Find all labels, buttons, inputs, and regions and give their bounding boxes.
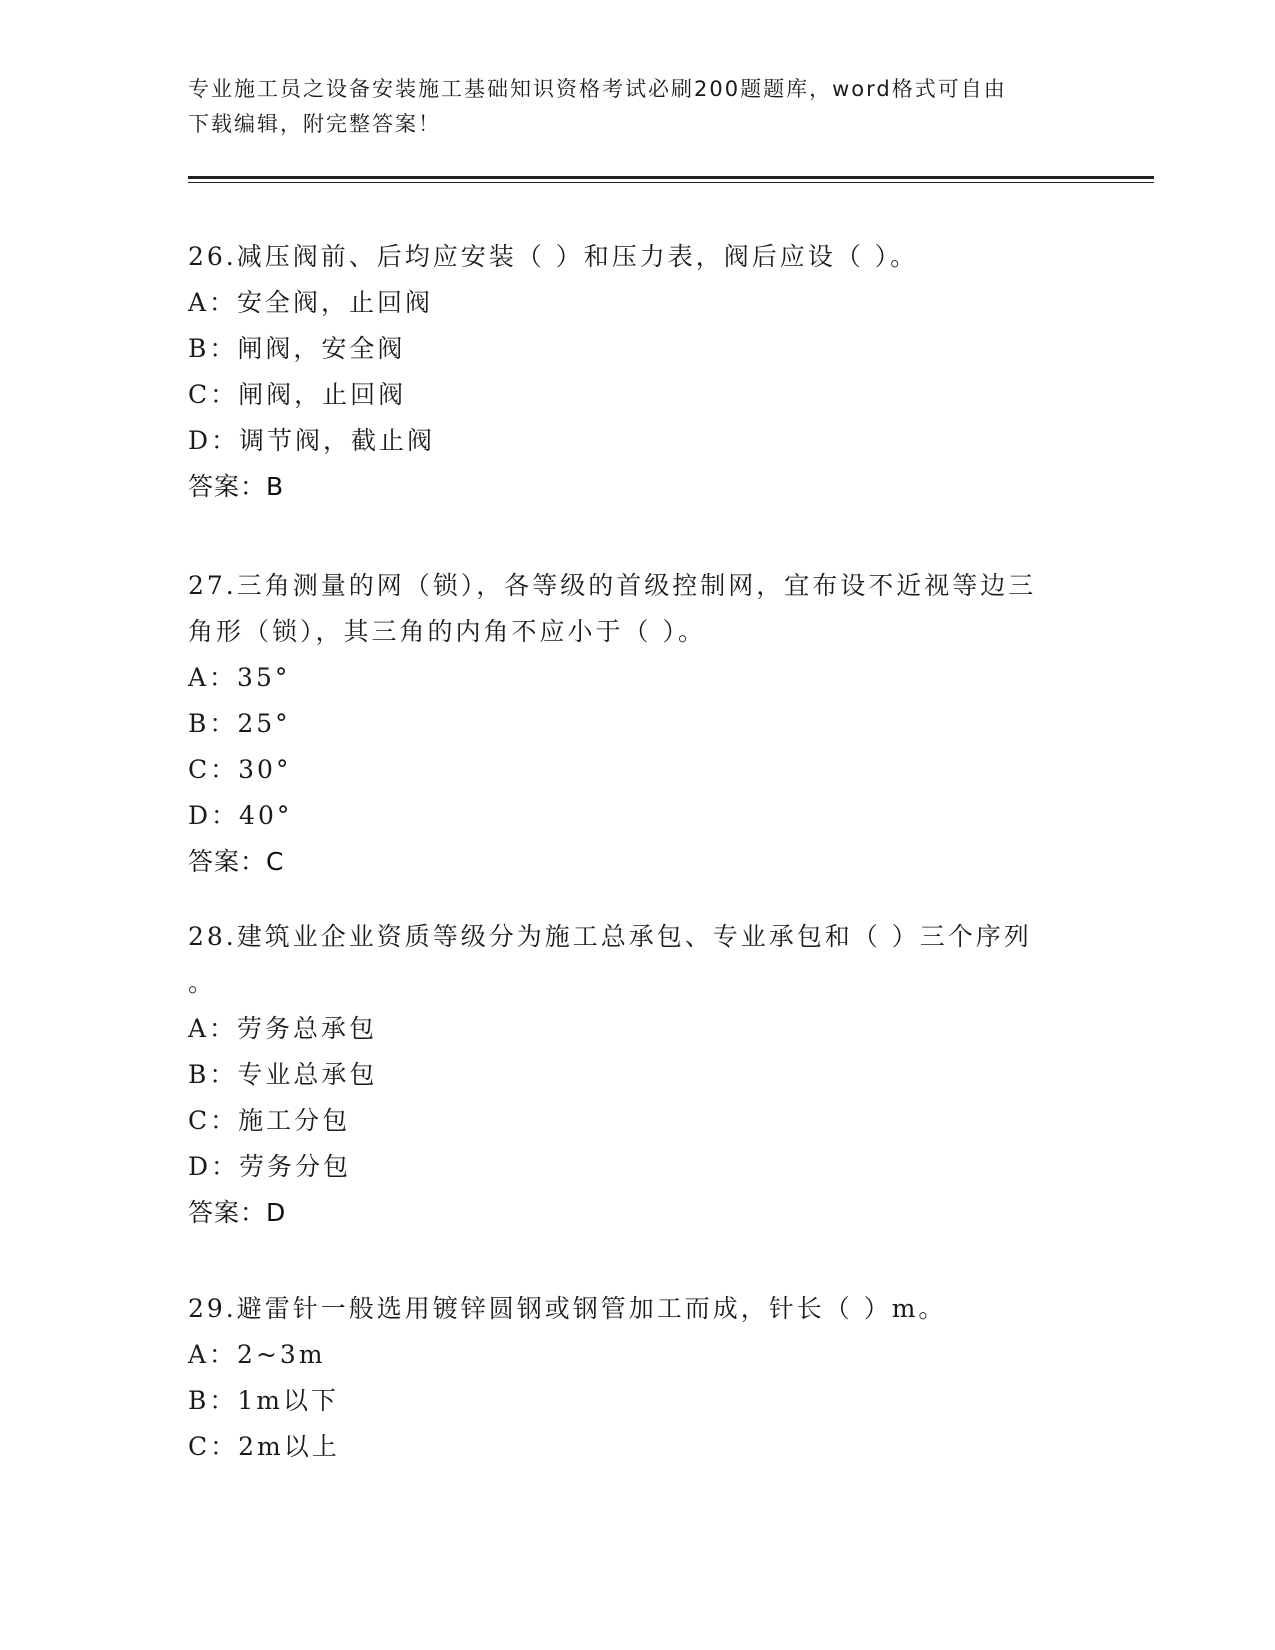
question-stem: 28.建筑业企业资质等级分为施工总承包、专业承包和（ ）三个序列 xyxy=(188,922,1032,951)
option-c: C：施工分包 xyxy=(188,1106,351,1135)
answer: 答案：B xyxy=(188,472,285,501)
question-stem: 27.三角测量的网（锁），各等级的首级控制网，宜布设不近视等边三 xyxy=(188,571,1037,600)
question-27 xyxy=(188,563,1088,885)
question-stem: 26.减压阀前、后均应安装（ ）和压力表，阀后应设（ ）。 xyxy=(188,242,919,271)
question-28 xyxy=(188,914,1088,1236)
question-stem-cont: 角形（锁），其三角的内角不应小于（ ）。 xyxy=(188,617,706,646)
answer: 答案：D xyxy=(188,1198,287,1227)
option-b: B：专业总承包 xyxy=(188,1060,378,1089)
question-stem-cont: 。 xyxy=(188,968,217,997)
option-c: C：闸阀，止回阀 xyxy=(188,380,407,409)
option-a: A：35° xyxy=(188,663,291,692)
answer: 答案：C xyxy=(188,847,285,876)
option-d: D：劳务分包 xyxy=(188,1152,352,1181)
option-a: A：劳务总承包 xyxy=(188,1014,378,1043)
option-c: C：30° xyxy=(188,755,292,784)
header-rule-thick xyxy=(188,176,1154,179)
option-d: D：调节阀，截止阀 xyxy=(188,426,436,455)
option-b: B：25° xyxy=(188,709,291,738)
option-a: A：安全阀，止回阀 xyxy=(188,288,434,317)
option-c: C：2m以上 xyxy=(188,1432,340,1461)
option-b: B：1m以下 xyxy=(188,1386,339,1415)
option-a: A：2~3m xyxy=(188,1340,326,1369)
option-b: B：闸阀，安全阀 xyxy=(188,334,406,363)
header-rule-thin xyxy=(188,182,1154,183)
question-26 xyxy=(188,234,1088,510)
header-line-1: 专业施工员之设备安装施工基础知识资格考试必刷200题题库，word格式可自由 xyxy=(188,77,1007,101)
document-header xyxy=(188,72,1088,142)
header-line-2: 下载编辑，附完整答案！ xyxy=(188,112,441,136)
question-stem: 29.避雷针一般选用镀锌圆钢或钢管加工而成，针长（ ）m。 xyxy=(188,1294,947,1323)
option-d: D：40° xyxy=(188,801,293,830)
question-29 xyxy=(188,1286,1088,1470)
